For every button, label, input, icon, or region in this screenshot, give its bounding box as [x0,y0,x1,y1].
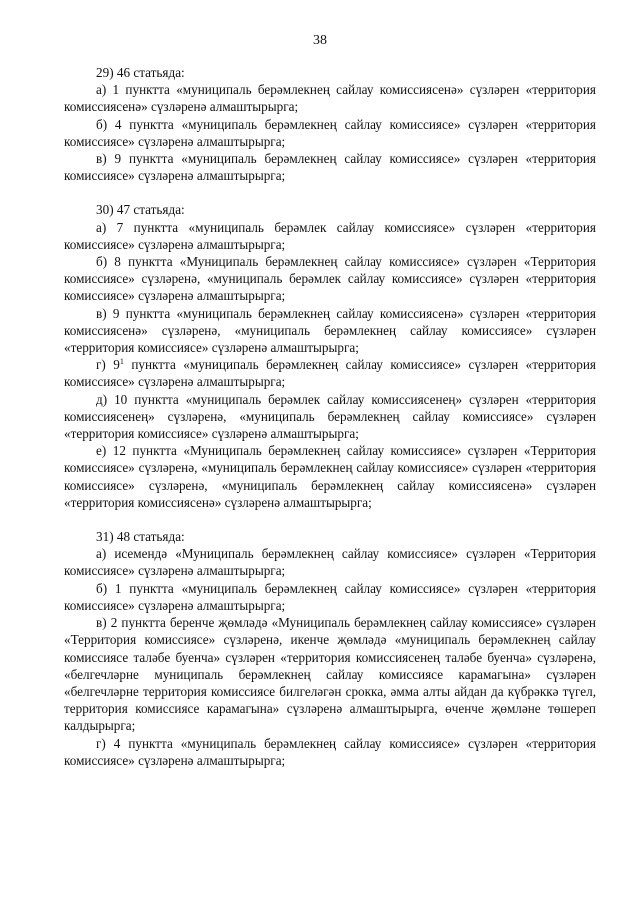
section-29 [64,64,596,184]
list-item: а) 1 пунктта «муниципаль берәмлекнең сайлау комиссиясенә» сүзләрен «территория комиссиясенә» сүзләренә алмаштырырга; [64,82,596,115]
list-item: г) 4 пунктта «муниципаль берәмлекнең сайлау комиссиясе» сүзләрен «территория комиссиясе» сүзләренә алмаштырырга; [64,735,596,768]
document-body [64,64,596,769]
list-item: в) 9 пунктта «муниципаль берәмлекнең сайлау комиссиясе» сүзләрен «территория комиссиясе» сүзләренә алмаштырырга; [64,151,596,184]
list-item: в) 9 пунктта «муниципаль берәмлекнең сайлау комиссиясенә» сүзләрен «территория комиссиясенә» сүзләренә, «муниципаль берәмлекнең сайлау комиссиясе» сүзләрен «территория комиссиясе» сүзләренә алмаштырырга; [64,305,596,356]
page-number: 38 [313,33,327,48]
list-item: д) 10 пунктта «муниципаль берәмлек сайлау комиссиясенең» сүзләрен «территория комиссиясенең» сүзләренә, «муниципаль берәмлекнең сайлау комиссиясе» сүзләрен «территория комиссиясе» сүзләренә алмаштырырга; [64,391,596,442]
section-heading: 29) 46 статьяда: [96,65,185,80]
list-item [64,356,596,390]
list-item: а) 7 пунктта «муниципаль берәмлек сайлау комиссиясе» сүзләрен «территория комиссиясе» сүзләренә алмаштырырга; [64,219,596,252]
section-31 [64,528,596,769]
section-30 [64,201,596,511]
item-prefix: г) 9 [96,357,120,373]
list-item: б) 8 пунктта «Муниципаль берәмлекнең сайлау комиссиясе» сүзләрен «Территория комиссиясе» сүзләренә, «муниципаль берәмлек сайлау комиссиясе» сүзләрен «территория комиссиясе» сүзләренә алмаштырырга; [64,254,596,304]
list-item: б) 4 пунктта «муниципаль берәмлекнең сайлау комиссиясе» сүзләрен «территория комиссиясе» сүзләренә алмаштырырга; [64,116,596,149]
section-heading: 30) 47 статьяда: [96,202,185,218]
list-item: е) 12 пунктта «Муниципаль берәмлекнең сайлау комиссиясе» сүзләрен «Территория комиссиясе» сүзләренә, «муниципаль берәмлекнең сайлау комиссиясе» сүзләрен «территория комиссиясе» сүзләренә, «муниципаль берәмлекнең сайлау комиссиясенә» сүзләрен «территория комиссиясенә» сүзләренә алмаштырырга; [64,443,596,510]
list-item: в) 2 пунктта беренче җөмләдә «Муниципаль берәмлекнең сайлау комиссиясе» сүзләрен «Территория комиссиясе» сүзләренә, икенче җөмләдә «муниципаль берәмлекнең сайлау комиссиясе таләбе буенча» сүзләрен «территория комиссиясенең таләбе буенча» сүзләренә, «белгечләрне муниципаль берәмлекнең сайлау комиссиясе карамагына» сүзләрен «белгечләрне территория комиссиясе билгеләгән срокка, әмма алты айдан да күбрәккә түгел, территория комиссиясе карамагына» сүзләренә алмаштырырга, өченче җөмләне төшереп калдырырга; [64,615,596,734]
list-item: б) 1 пунктта «муниципаль берәмлекнең сайлау комиссиясе» сүзләрен «территория комиссиясе» сүзләренә алмаштырырга; [64,580,596,613]
section-heading: 31) 48 статьяда: [96,529,185,545]
item-text: пунктта «муниципаль берәмлекнең сайлау комиссиясе» сүзләрен «территория комиссиясе» сүзләренә алмаштырырга; [64,357,596,390]
list-item: а) исемендә «Муниципаль берәмлекнең сайлау комиссиясе» сүзләрен «Территория комиссиясе» сүзләренә алмаштырырга; [64,546,596,579]
superscript: 1 [119,357,124,367]
